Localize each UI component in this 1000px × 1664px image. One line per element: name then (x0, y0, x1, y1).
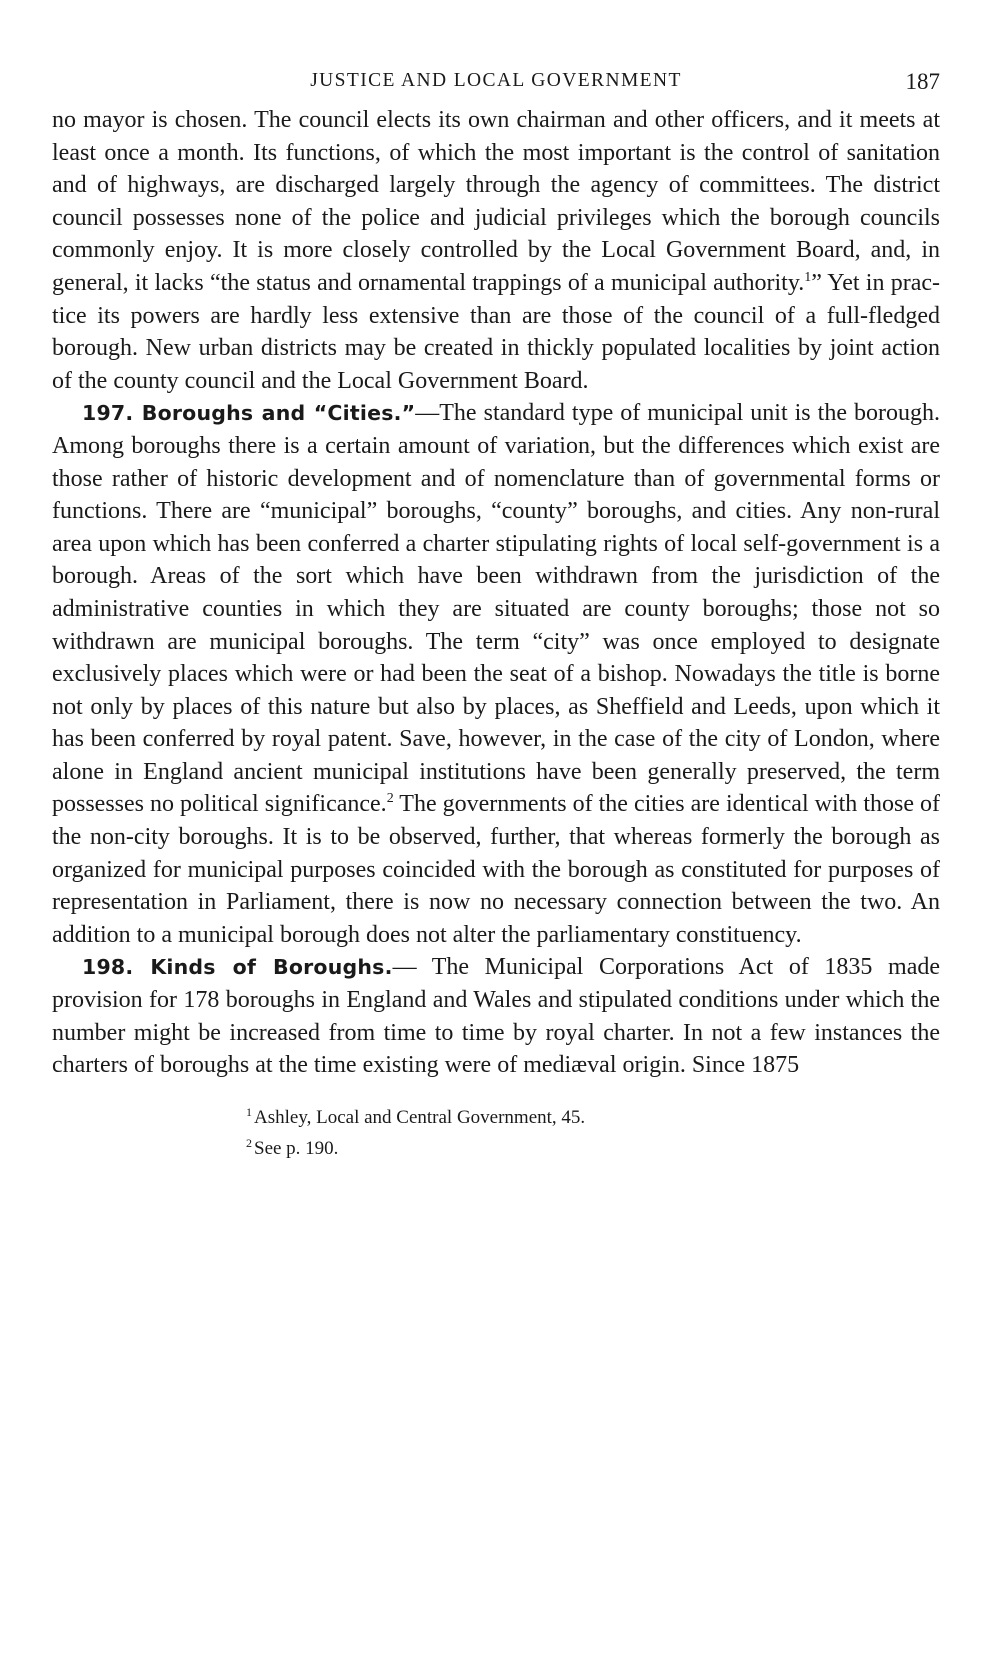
running-header (52, 70, 940, 104)
page-number: 187 (905, 69, 940, 94)
section-197 (52, 397, 940, 951)
paragraph-text: no mayor is chosen. The council elects its own chairman and other officers, and it meets at least once a month. Its functions, of which the most important is the control of sanitation and of highways, are discharged largely through the agency of committees. The district council possesses none of the police and judicial privileges which the borough councils commonly enjoy. It is more closely controlled by the Local Government Board, and, in general, it lacks “the status and ornamental trappings of a municipal authority. (52, 107, 940, 296)
footnote-text: See p. 190. (254, 1137, 339, 1159)
paragraph-text: —The standard type of municipal unit is the borough. Among boroughs there is a certain amount of variation, but the differences which exist are those rather of historic development and of nomenclature than of governmental forms or functions. There are “municipal” boroughs, “county” boroughs, and cities. Any non-rural area upon which has been conferred a charter stipulating rights of local self-government is a borough. Areas of the sort which have been withdrawn from the jurisdiction of the administrative counties in which they are situated are county boroughs; those not so withdrawn are municipal boroughs. The term “city” was once employed to designate exclusively places which were or had been the seat of a bishop. Nowadays the title is borne not only by places of this nature but also by places, as Sheffield and Leeds, upon which it has been conferred by royal patent. Save, however, in the case of the city of London, where alone in England ancient municipal institutions have been generally preserved, the term possesses no political significance. (52, 400, 940, 818)
paragraph-continuation (52, 104, 940, 397)
body-text (52, 104, 940, 1082)
footnotes (52, 1102, 940, 1164)
footnote-mark: 1 (246, 1104, 252, 1119)
paragraph-text: The governments of the cities are identical with those of the non-city boroughs. It is to be observed, further, that whereas formerly the borough as organized for municipal purposes coincided with the borough as constituted for purposes of representation in Parliament, there is now no necessary connection between the two. An addition to a municipal borough does not alter the parliamentary constituency. (52, 791, 941, 948)
running-title: JUSTICE AND LOCAL GOVERNMENT (310, 70, 682, 91)
footnote-reference: 2 (386, 791, 394, 807)
section-heading: 198. Kinds of Boroughs. (82, 955, 393, 980)
footnote (246, 1133, 940, 1164)
footnote (246, 1102, 940, 1133)
paragraph-text: ” Yet in practice its powers are hardly less extensive than are those of the council of a full-fledged borough. New urban districts may be created in thickly populated localities by joint action of the county council and the Local Government Board. (52, 269, 941, 394)
section-heading: 197. Boroughs and “Cities.” (82, 401, 416, 426)
section-198 (52, 951, 940, 1081)
footnote-text: Ashley, Local and Central Government, 45. (254, 1106, 586, 1128)
book-page (52, 70, 940, 1164)
footnote-reference: 1 (804, 269, 812, 285)
paragraph-text: — The Municipal Corporations Act of 1835 made provision for 178 boroughs in England and Wales and stipulated conditions under which the number might be increased from time to time by royal charter. In not a few instances the charters of boroughs at the time existing were of mediæval origin. Since 1875 (52, 954, 941, 1079)
footnote-mark: 2 (246, 1135, 252, 1150)
